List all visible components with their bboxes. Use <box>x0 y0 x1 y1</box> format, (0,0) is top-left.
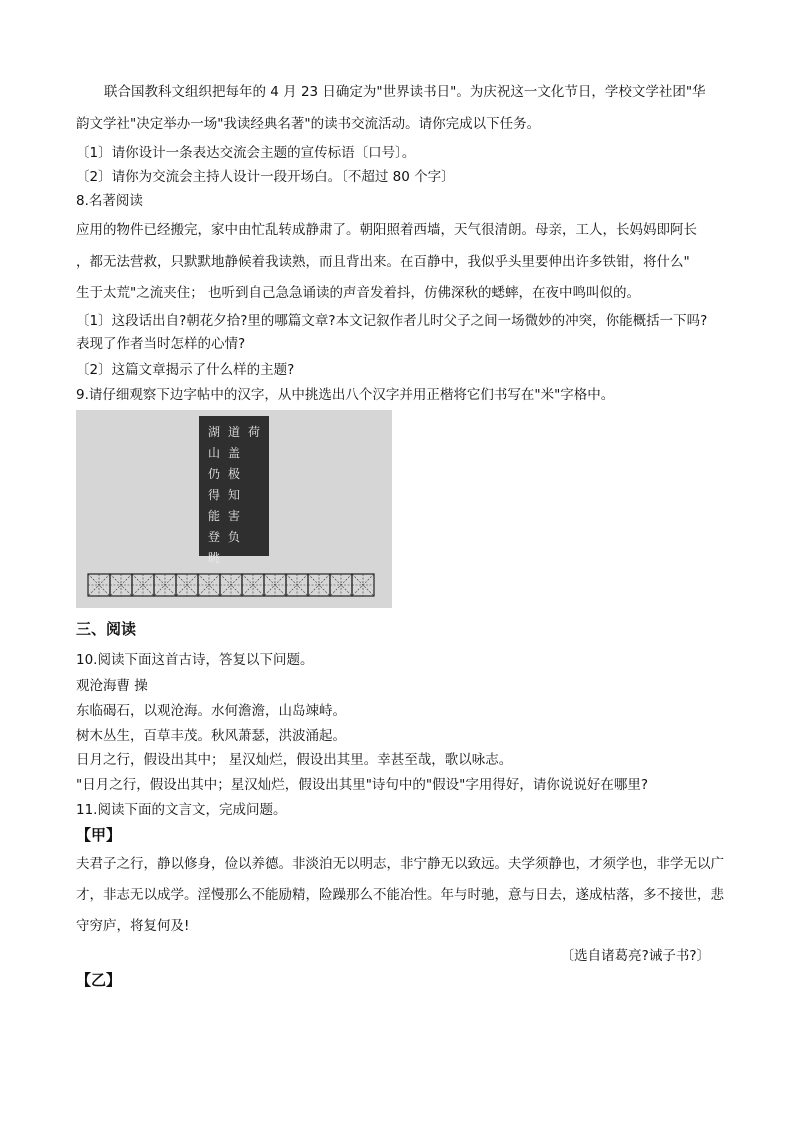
task-1: 〔1〕请你设计一条表达交流会主题的宣传标语〔口号〕。 <box>76 145 416 161</box>
calligraphy-column-right: 荷 <box>247 425 260 439</box>
q8-sub1-line-1: 〔1〕这段话出自?朝花夕拾?里的哪篇文章?本文记叙作者儿时父子之间一场微妙的冲突，你能概括一下吗? <box>76 313 708 329</box>
calligraphy-image <box>76 410 392 608</box>
intro-line-2: 韵文学社"决定举办一场"我读经典名著"的读书交流活动。请你完成以下任务。 <box>76 116 541 132</box>
calligraphy-copybook <box>199 416 269 565</box>
mi-grid-cell <box>154 574 176 596</box>
mi-grid-cell <box>286 574 308 596</box>
task-2: 〔2〕请你为交流会主持人设计一段开场白。〔不超过 80 个字〕 <box>76 169 455 185</box>
mi-grid-cell <box>242 574 264 596</box>
calligraphy-column-middle: 道 盖 极 知 害 负 <box>227 425 240 544</box>
mi-grid <box>86 568 384 604</box>
q10-title: 10.阅读下面这首古诗，答复以下问题。 <box>76 652 314 668</box>
poem-line-3: 日月之行，假设出其中； 星汉灿烂，假设出其里。幸甚至哉，歌以咏志。 <box>76 752 513 768</box>
q8-passage-line-3: 生于太荒"之流夹住； 也听到自己急急诵读的声音发着抖，仿佛深秋的蟋蟀，在夜中鸣叫似的。 <box>76 285 640 301</box>
mi-grid-cell <box>352 574 374 596</box>
mi-grid-cell <box>88 574 110 596</box>
mi-grid-cell <box>220 574 242 596</box>
calligraphy-column-left: 湖 山 仍 得 能 登 眺 <box>207 425 220 565</box>
mi-grid-cell <box>110 574 132 596</box>
q10-question: "日月之行，假设出其中；星汉灿烂，假设出其里"诗句中的"假设"字用得好，请你说说好在哪里? <box>76 777 649 793</box>
q8-sub2: 〔2〕这篇文章揭示了什么样的主题? <box>76 362 295 378</box>
jia-label: 【甲】 <box>76 826 122 844</box>
mi-grid-cell <box>308 574 330 596</box>
passage-source: 〔选自诸葛亮?诫子书?〕 <box>560 948 710 964</box>
mi-grid-cell <box>176 574 198 596</box>
q8-passage-line-2: ，都无法营救，只默默地静候着我读熟，而且背出来。在百静中，我似乎头里要伸出许多铁钳，将什么" <box>76 254 690 270</box>
yi-label: 【乙】 <box>76 971 122 989</box>
poem-title: 观沧海曹 操 <box>76 678 148 694</box>
q9-title: 9.请仔细观察下边字帖中的汉字，从中挑选出八个汉字并用正楷将它们书写在"米"字格中。 <box>76 387 615 403</box>
mi-grid-cell <box>198 574 220 596</box>
jia-passage: 夫君子之行，静以修身，俭以养德。非淡泊无以明志，非宁静无以致远。夫学须静也，才须学也，非学无以广才，非志无以成学。淫慢那么不能励精，险躁那么不能冶性。年与时驰，意与日去，遂成枯落，多不接世，悲守穷庐，将复何及! <box>76 856 724 934</box>
mi-grid-cell <box>132 574 154 596</box>
poem-line-1: 东临碣石，以观沧海。水何澹澹，山岛竦峙。 <box>76 703 346 719</box>
mi-grid-cell <box>264 574 286 596</box>
q11-title: 11.阅读下面的文言文，完成问题。 <box>76 802 287 818</box>
q8-passage-line-1: 应用的物件已经搬完，家中由忙乱转成静肃了。朝阳照着西墙，天气很清朗。母亲，工人，长妈妈即阿长 <box>76 222 697 238</box>
q8-sub1-line-2: 表现了作者当时怎样的心情? <box>76 336 246 352</box>
section-heading: 三、阅读 <box>76 620 137 638</box>
q8-title: 8.名著阅读 <box>76 193 143 209</box>
intro-line-1: 联合国教科文组织把每年的 4 月 23 日确定为"世界读书日"。为庆祝这一文化节日，学校文学社团"华 <box>104 84 706 100</box>
poem-line-2: 树木丛生，百草丰茂。秋风萧瑟，洪波涌起。 <box>76 728 346 744</box>
mi-grid-cell <box>330 574 352 596</box>
